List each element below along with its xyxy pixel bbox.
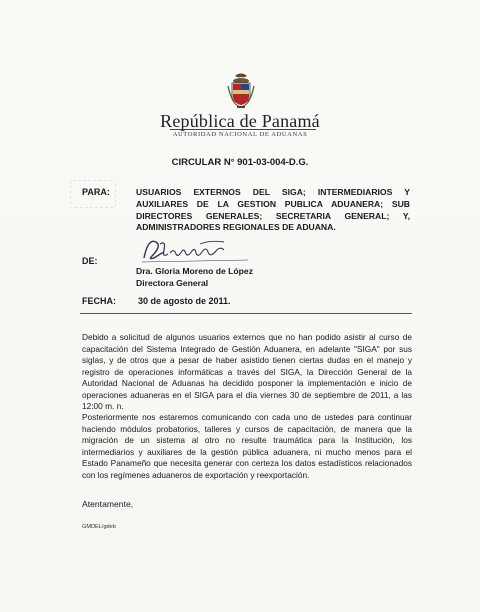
letterhead-authority: AUTORIDAD NACIONAL DE ADUANAS bbox=[172, 131, 308, 138]
coat-of-arms-icon bbox=[226, 72, 256, 110]
signer-title: Directora General bbox=[136, 278, 209, 288]
body-paragraph-2: Posteriormente nos estaremos comunicando con cada uno de ustedes para continuar haciendo módulos probatorios, talleres y cursos de capacitación, de manera que la migración de un sistema al otro no resulte traumática para la Institución, los intermediarios y auxiliares de la gestión pública aduanera, ni mucho menos para el Estado Panameño que necesita generar con certeza los datos estadísticos relacionados con los regímenes aduaneros de exportación y reexportación. bbox=[82, 412, 412, 480]
letterhead-divider bbox=[170, 129, 316, 130]
signer-name: Dra. Gloria Moreno de López bbox=[136, 266, 253, 276]
para-label: PARA: bbox=[82, 187, 110, 197]
circular-number: CIRCULAR N° 901-03-004-D.G. bbox=[171, 157, 309, 168]
letterhead-country: República de Panamá bbox=[160, 111, 320, 131]
fecha-label: FECHA: bbox=[82, 296, 116, 306]
de-label: DE: bbox=[82, 256, 98, 266]
typist-initials: GMDEL/gdeb bbox=[82, 524, 116, 530]
handwritten-signature bbox=[140, 236, 250, 266]
closing-salutation: Atentamente, bbox=[82, 499, 134, 509]
para-recipients: USUARIOS EXTERNOS DEL SIGA; INTERMEDIARIOS Y AUXILIARES DE LA GESTION PUBLICA ADUANERA; SUB DIRECTORES GENERALES; SECRETARIA GENERAL; Y, ADMINISTRADORES REGIONALES DE ADUANA. bbox=[136, 187, 410, 233]
fecha-value: 30 de agosto de 2011. bbox=[138, 296, 231, 306]
body-paragraph-1: Debido a solicitud de algunos usuarios externos que no han podido asistir al curso de capacitación del Sistema Integrado de Gestión Aduanera, en adelante "SIGA" por sus siglas, y de otros que a pesar de haber asistido tienen ciertas dudas en el manejo y registro de operaciones informáticas a través del SIGA, la Dirección General de la Autoridad Nacional de Aduanas ha decidido posponer la implementación e inicio de operaciones aduaneras en el SIGA para el día viernes 30 de septiembre de 2011, a las 12:00 m. n. bbox=[82, 332, 412, 411]
header-divider bbox=[80, 313, 412, 314]
